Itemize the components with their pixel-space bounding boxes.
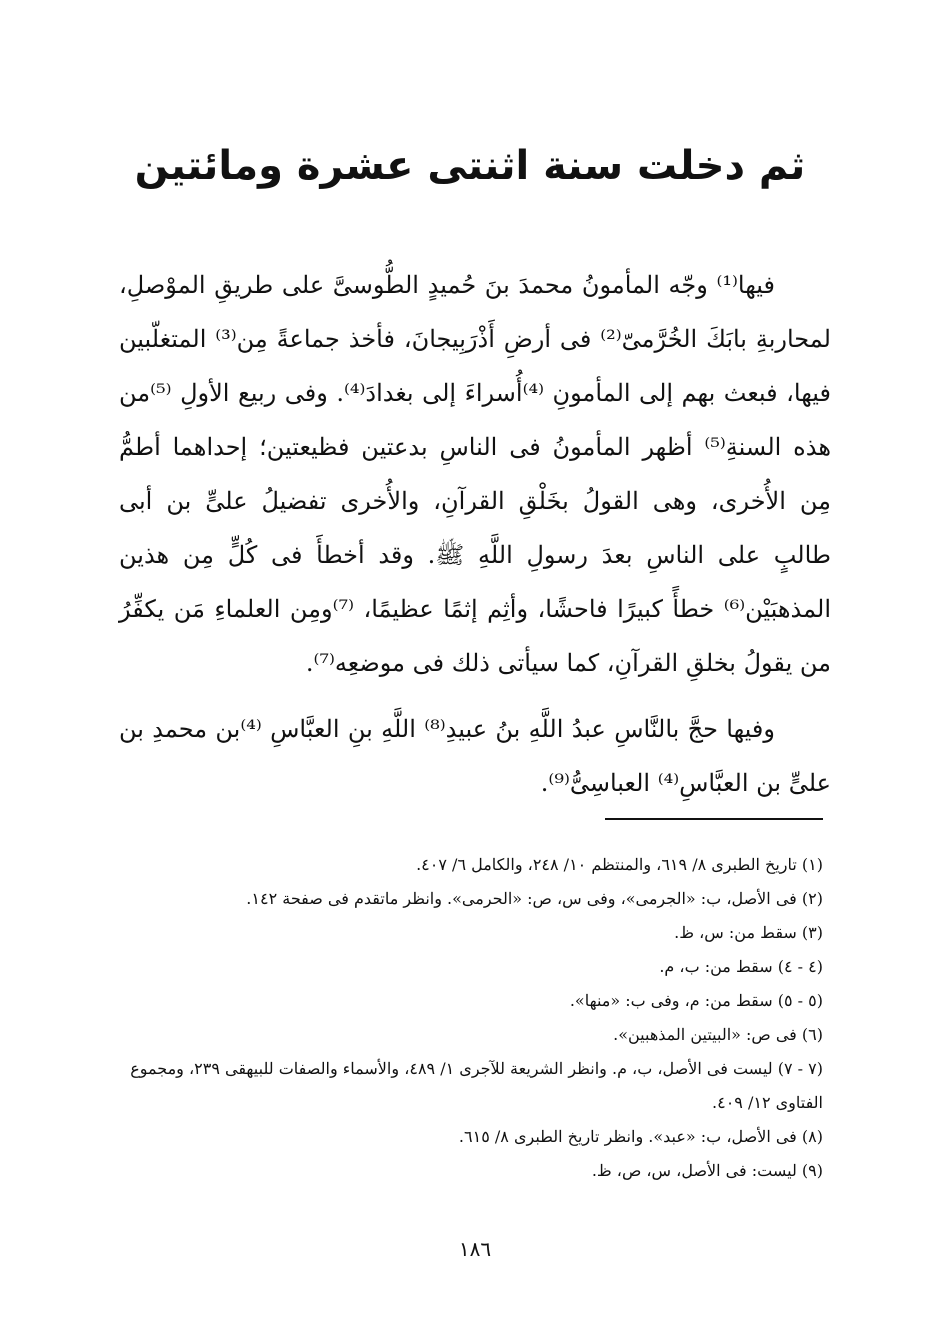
footnote: (٧ - ٧) ليست فى الأصل، ب، م. وانظر الشريعة للآجرى ١/ ٤٨٩، والأسماء والصفات للبيهقى ٢٣٩، ومجموع الفتاوى ١٢/ ٤٠٩. [130,1059,823,1112]
body-paragraph: وفيها حجَّ بالنَّاسِ عبدُ اللَّهِ بنُ عبيدِ⁽⁸⁾ اللَّهِ بنِ العبَّاسِ ⁽⁴⁾بن محمدِ بن علىٍّ بن العبَّاسِ⁽⁴⁾ العباسِىُّ⁽⁹⁾. [119,715,831,797]
footnote: (٦) فى ص: «البيتين المذهبين». [613,1025,823,1044]
footnote: (٨) فى الأصل، ب: «عبد». وانظر تاريخ الطبرى ٨/ ٦١٥. [458,1127,823,1146]
chapter-title: ثم دخلت سنة اثنتى عشرة ومائتين [134,143,806,189]
page-number: ١٨٦ [458,1237,492,1261]
footnotes-list [113,848,823,1188]
footnote: (٥ - ٥) سقط من: م، وفى ب: «منها». [569,991,823,1010]
footnote: (٢) فى الأصل، ب: «الجرمى»، وفى س، ص: «الحرمى». وانظر ماتقدم فى صفحة ١٤٢. [246,889,823,908]
footnote-separator [605,818,823,820]
footnote: (٩) ليست: فى الأصل، س، ص، ظ. [591,1161,823,1180]
main-text [119,258,831,810]
body-paragraph: فيها⁽¹⁾ وجّه المأمونُ محمدَ بنَ حُميدٍ الطُّوسىَّ على طريقِ الموْصلِ، لمحاربةِ بابَكَ الخُرَّمىّ⁽²⁾ فى أرضِ أَذْرَبِيجانَ، فأخذ جماعةً مِن⁽³⁾ المتغلّبين فيها، فبعث بهم إلى المأمونِ ⁽⁴⁾أُسراءَ إلى بغدادَ⁽⁴⁾. وفى ربيع الأولِ ⁽⁵⁾من هذه السنةِ⁽⁵⁾ أظهر المأمونُ فى الناسِ بدعتين فظيعتين؛ إحداهما أطمُّ مِن الأُخرى، وهى القولُ بخَلْقِ القرآنِ، والأُخرى تفضيلُ علىٍّ بن أبى طالبٍ على الناسِ بعدَ رسولِ اللَّهِ ﷺ. وقد أخطأَ فى كُلٍّ مِن هذين المذهبَيْن⁽⁶⁾ خطأً كبيرًا فاحشًا، وأثِم إثمًا عظيمًا، ⁽⁷⁾ومِن العلماءِ مَن يكفِّرُ من يقولُ بخلقِ القرآنِ، كما سيأتى ذلك فى موضعِه⁽⁷⁾. [119,271,831,677]
footnote: (٣) سقط من: س، ظ. [674,923,823,942]
footnote: (١) تاريخ الطبرى ٨/ ٦١٩، والمنتظم ١٠/ ٢٤٨، والكامل ٦/ ٤٠٧. [416,855,823,874]
footnote: (٤ - ٤) سقط من: ب، م. [659,957,823,976]
